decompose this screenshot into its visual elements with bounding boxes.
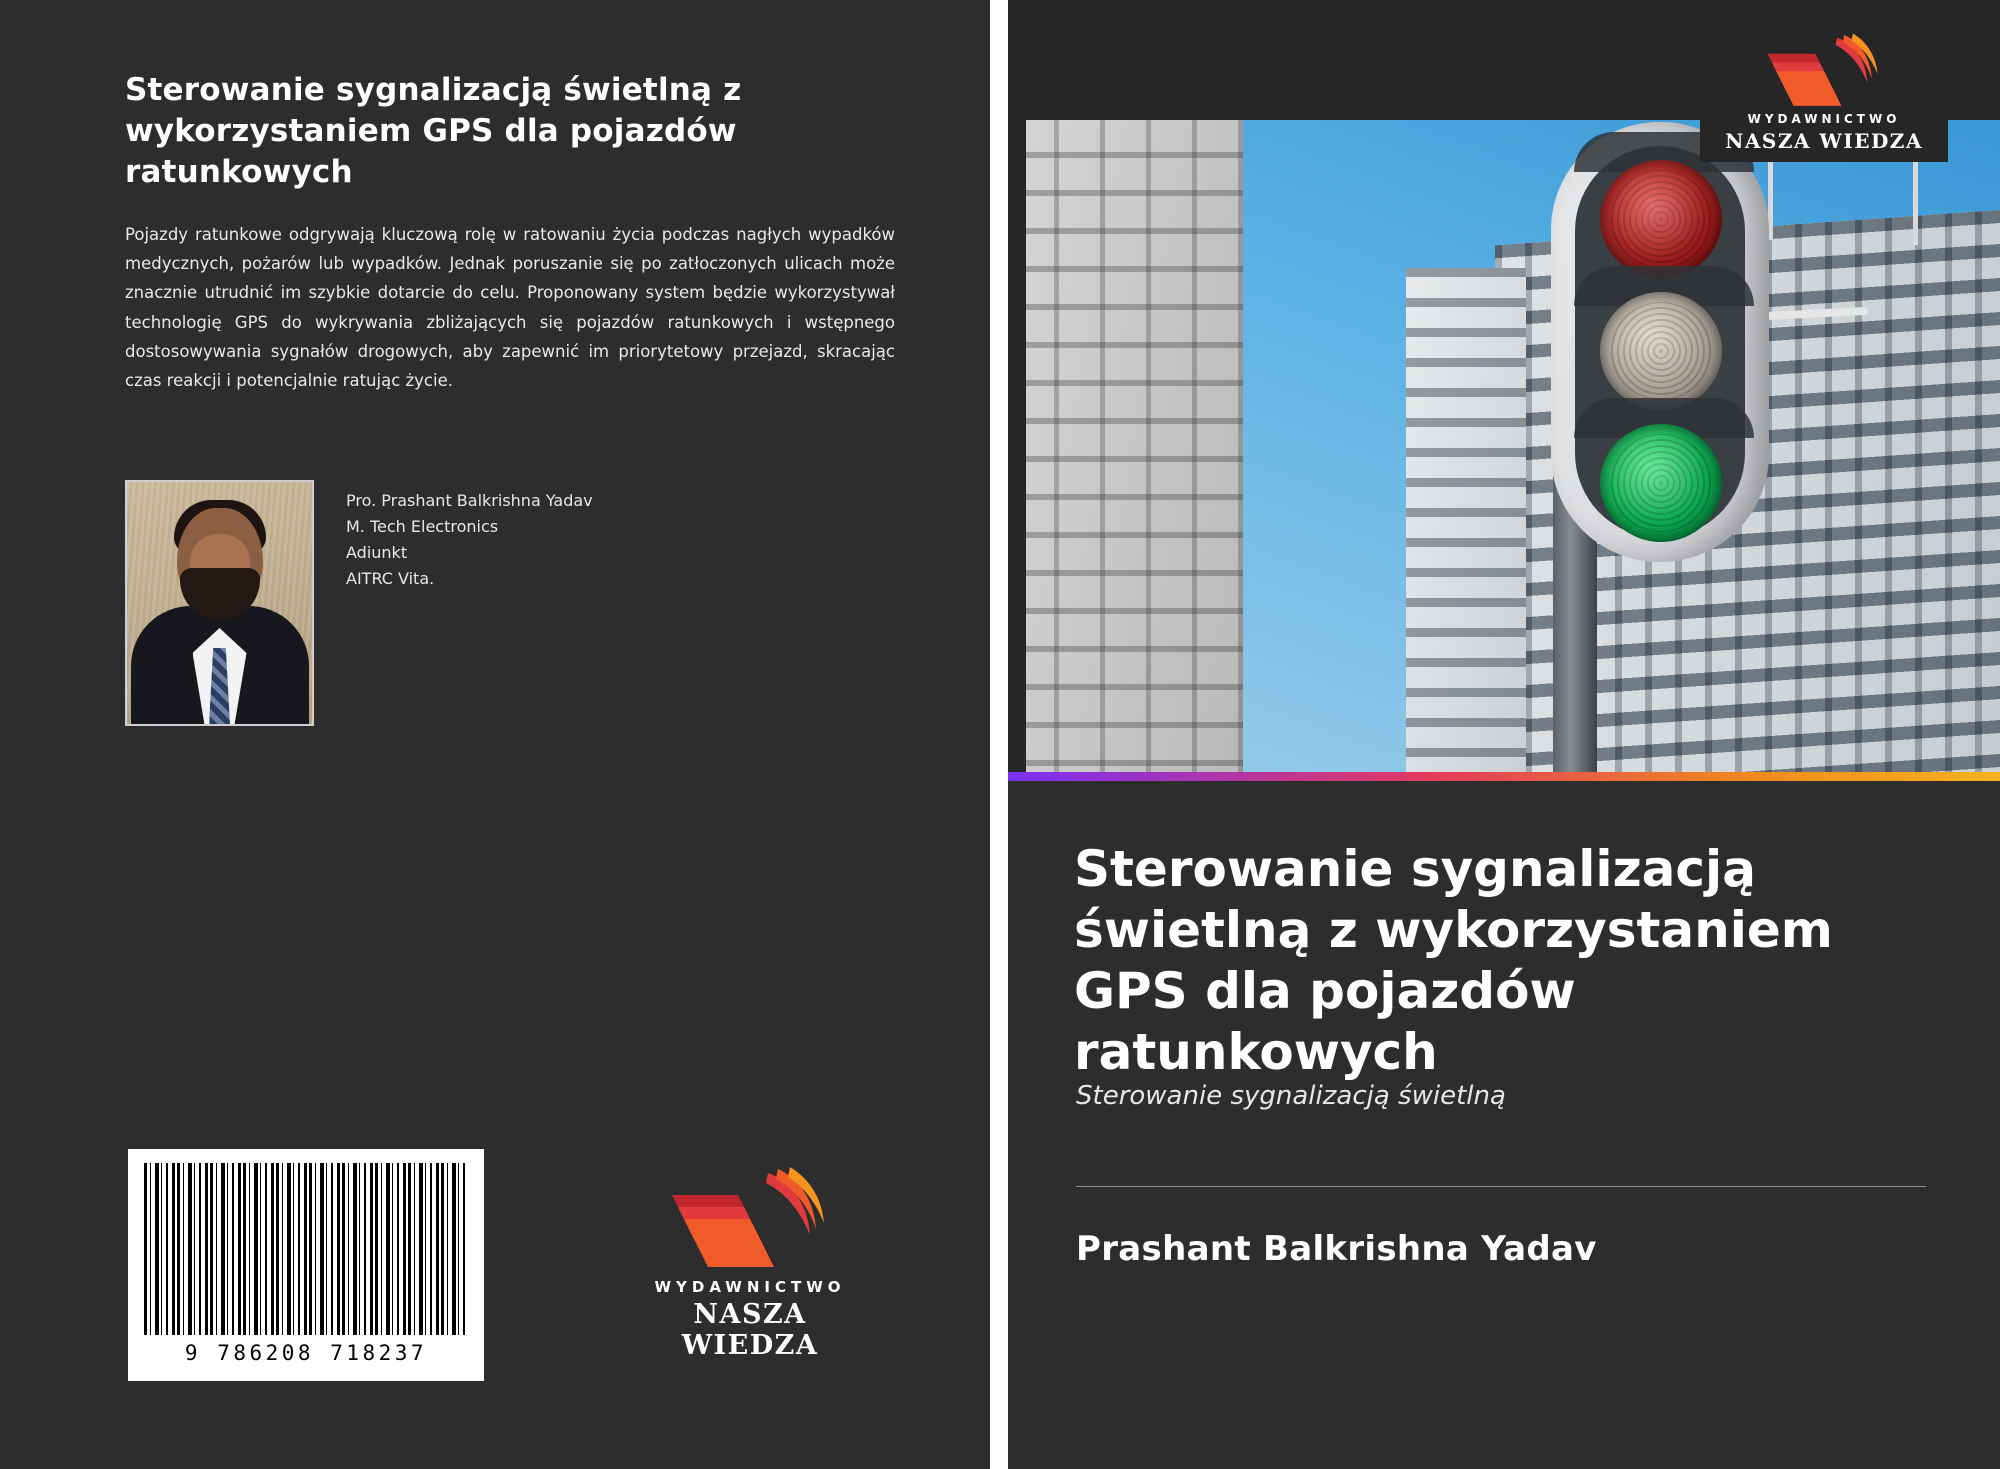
publisher-logo-line1: WYDAWNICTWO: [654, 1278, 846, 1296]
back-cover-text-block: [125, 70, 895, 396]
publisher-logo-line2: NASZA WIEDZA: [681, 1299, 819, 1361]
accent-divider-bar: [1008, 772, 2000, 781]
back-cover-abstract: Pojazdy ratunkowe odgrywają kluczową rolę w ratowaniu życia podczas nagłych wypadków medycznych, pożarów lub wypadków. Jednak poruszanie się po zatłoczonych ulicach może znacznie utrudnić im szybkie dotarcie do celu. Proponowany system będzie wykorzystywał technologię GPS do wykrywania zbliżających się pojazdów ratunkowych i wstępnego dostosowywania sygnałów drogowych, aby zapewnić im priorytetowy przejazd, skracając czas reakcji i potencjalnie ratując życie.: [125, 224, 895, 391]
author-photo: [125, 480, 314, 726]
book-spine: [990, 0, 1008, 1469]
front-cover: [1008, 0, 2000, 1469]
author-institution: AITRC Vita.: [346, 568, 435, 588]
back-cover: [0, 0, 990, 1469]
front-publisher-logo: [1700, 20, 1948, 162]
barcode: [128, 1149, 484, 1381]
front-cover-title: Sterowanie sygnalizacją świetlną z wykorzystaniem GPS dla pojazdów ratunkowych: [1074, 840, 1833, 1081]
photo-left-mask: [1008, 0, 1026, 772]
author-block: [125, 480, 593, 726]
barcode-bars: [144, 1163, 468, 1335]
publisher-wing-icon: [1768, 33, 1878, 105]
building-middle: [1406, 268, 1526, 772]
front-cover-text-block: [1008, 781, 2000, 1469]
traffic-light-amber-lamp-icon: [1600, 292, 1722, 410]
back-publisher-logo: [620, 1165, 880, 1361]
front-cover-author: Prashant Balkrishna Yadav: [1076, 1229, 1597, 1269]
cover-photo: [1008, 0, 2000, 772]
author-position: Adiunkt: [346, 542, 408, 562]
traffic-light-green-lamp-icon: [1600, 424, 1722, 542]
crane-mast-2: [1913, 150, 1918, 245]
title-author-divider: [1076, 1186, 1926, 1187]
back-cover-title: Sterowanie sygnalizacją świetlną z wykorzystaniem GPS dla pojazdów ratunkowych: [125, 72, 742, 191]
publisher-wing-icon: [620, 1165, 880, 1270]
author-degree: M. Tech Electronics: [346, 516, 499, 536]
front-cover-subtitle: Sterowanie sygnalizacją świetlną: [1076, 1081, 1506, 1111]
author-credentials: [346, 480, 593, 592]
traffic-light-red-lamp-icon: [1600, 160, 1722, 278]
front-publisher-logo-line2: NASZA WIEDZA: [1725, 129, 1923, 153]
author-name: Pro. Prashant Balkrishna Yadav: [346, 491, 593, 510]
barcode-digits: 9 786208 718237: [184, 1341, 428, 1365]
front-publisher-logo-line1: WYDAWNICTWO: [1747, 112, 1901, 126]
